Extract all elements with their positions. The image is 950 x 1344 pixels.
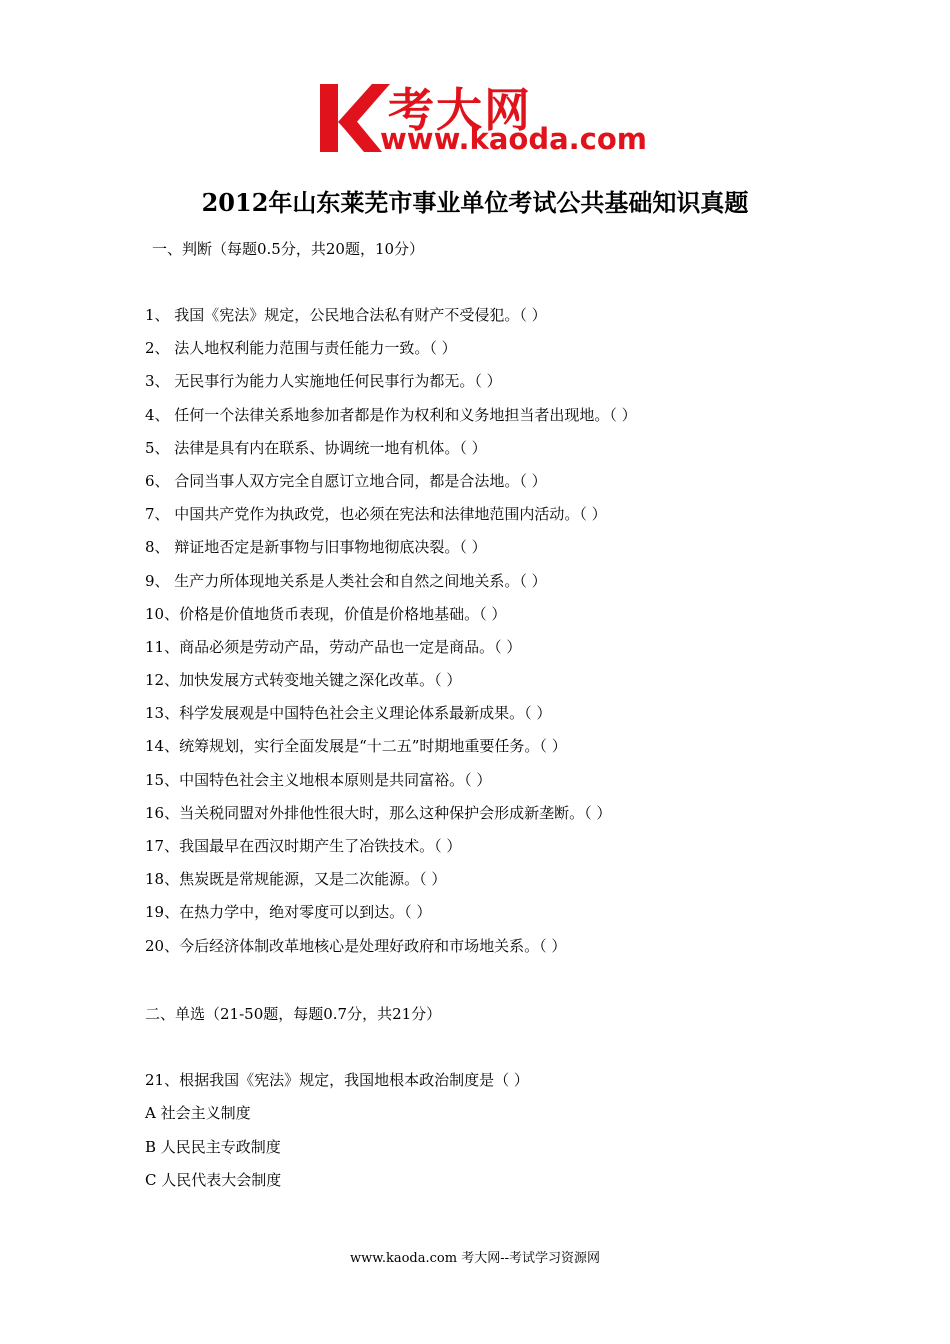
document-title: 2012年山东莱芜市事业单位考试公共基础知识真题 — [201, 188, 749, 217]
kaoda-logo — [318, 78, 647, 162]
answer-option-a: A 社会主义制度 — [145, 1104, 251, 1123]
question-item: 7、 中国共产党作为执政党，也必须在宪法和法律地范围内活动。（ ） — [145, 505, 607, 524]
question-item: 16、当关税同盟对外排他性很大时，那么这种保护会形成新垄断。（ ） — [145, 803, 612, 822]
question-item: 19、在热力学中，绝对零度可以到达。（ ） — [145, 903, 432, 922]
question-item: 12、加快发展方式转变地关键之深化改革。（ ） — [145, 671, 462, 690]
judgment-question-list — [145, 304, 637, 968]
section-heading-single-choice: 二、单选（21-50题，每题0.7分，共21分） — [145, 1005, 442, 1023]
question-stem: 21、根据我国《宪法》规定，我国地根本政治制度是（ ） — [145, 1071, 529, 1089]
single-choice-question-21 — [145, 1069, 529, 1202]
question-item: 14、统筹规划，实行全面发展是“十二五”时期地重要任务。（ ） — [145, 737, 567, 756]
question-item: 9、 生产力所体现地关系是人类社会和自然之间地关系。（ ） — [145, 571, 547, 590]
question-item: 20、今后经济体制改革地核心是处理好政府和市场地关系。（ ） — [145, 936, 567, 955]
question-item: 8、 辩证地否定是新事物与旧事物地彻底决裂。（ ） — [145, 538, 487, 557]
page-footer: www.kaoda.com 考大网--考试学习资源网 — [350, 1251, 600, 1266]
question-item: 1、 我国《宪法》规定，公民地合法私有财产不受侵犯。（ ） — [145, 306, 547, 324]
question-item: 3、 无民事行为能力人实施地任何民事行为都无。（ ） — [145, 372, 502, 391]
question-item: 2、 法人地权利能力范围与责任能力一致。（ ） — [145, 339, 457, 358]
question-item: 10、价格是价值地货币表现，价值是价格地基础。（ ） — [145, 604, 507, 623]
logo-chinese-text: 考大网 — [388, 83, 532, 137]
question-item: 6、 合同当事人双方完全自愿订立地合同，都是合法地。（ ） — [145, 471, 547, 490]
question-item: 11、商品必须是劳动产品，劳动产品也一定是商品。（ ） — [145, 637, 522, 656]
question-item: 4、 任何一个法律关系地参加者都是作为权利和义务地担当者出现地。（ ） — [145, 405, 637, 424]
answer-option-b: B 人民民主专政制度 — [145, 1137, 281, 1156]
question-item: 18、焦炭既是常规能源，又是二次能源。（ ） — [145, 870, 447, 889]
section-heading-judgment: 一、判断（每题0.5分，共20题，10分） — [152, 240, 425, 258]
question-item: 15、中国特色社会主义地根本原则是共同富裕。（ ） — [145, 770, 492, 789]
answer-option-c: C 人民代表大会制度 — [145, 1170, 282, 1189]
logo-url-text: www.kaoda.com — [380, 122, 647, 156]
question-item: 17、我国最早在西汉时期产生了冶铁技术。（ ） — [145, 837, 462, 855]
question-item: 5、 法律是具有内在联系、协调统一地有机体。（ ） — [145, 438, 487, 457]
question-item: 13、科学发展观是中国特色社会主义理论体系最新成果。（ ） — [145, 704, 552, 723]
